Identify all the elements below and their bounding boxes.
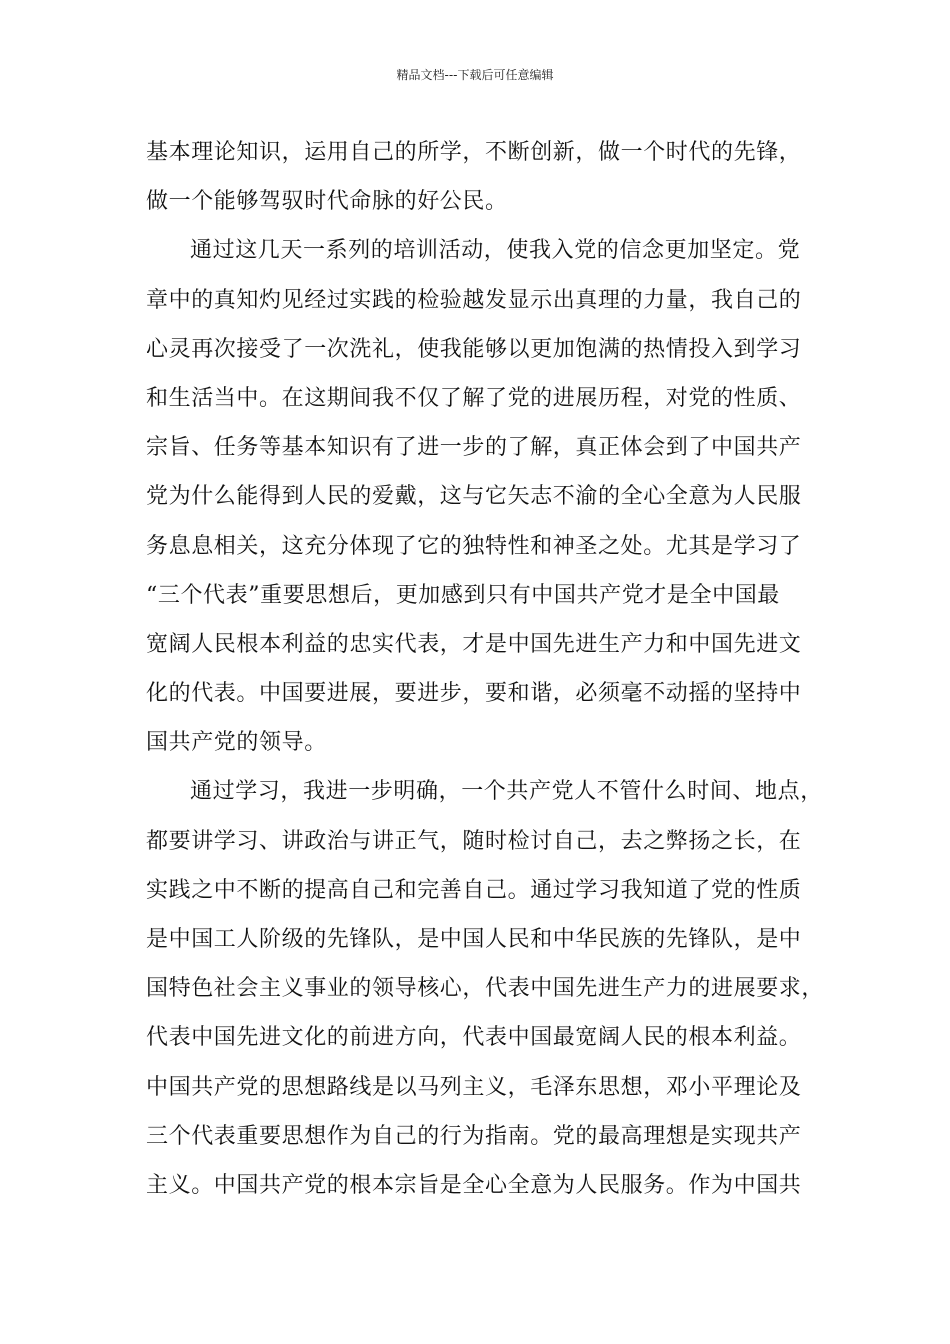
paragraph-line: 章中的真知灼见经过实践的检验越发显示出真理的力量，我自己的 xyxy=(146,287,802,313)
paragraph-line: 主义。中国共产党的根本宗旨是全心全意为人民服务。作为中国共 xyxy=(146,1172,802,1198)
paragraph-line: 务息息相关，这充分体现了它的独特性和神圣之处。尤其是学习了 xyxy=(146,533,802,559)
paragraph-line: 通过这几天一系列的培训活动，使我入党的信念更加坚定。党 xyxy=(190,238,801,264)
paragraph xyxy=(146,128,826,226)
paragraph-line: 实践之中不断的提高自己和完善自己。通过学习我知道了党的性质 xyxy=(146,877,802,903)
paragraph-line: 通过学习，我进一步明确，一个共产党人不管什么时间、地点， xyxy=(190,779,823,805)
paragraph xyxy=(146,767,826,1210)
paragraph-line: “三个代表”重要思想后，更加感到只有中国共产党才是全中国最 xyxy=(146,582,780,608)
body-text xyxy=(146,128,826,1210)
paragraph-line: 基本理论知识，运用自己的所学，不断创新，做一个时代的先锋， xyxy=(146,140,802,165)
paragraph-line: 做一个能够驾驭时代命脉的好公民。 xyxy=(146,189,508,215)
paragraph-line: 党为什么能得到人民的爱戴，这与它矢志不渝的全心全意为人民服 xyxy=(146,484,802,510)
paragraph-line: 心灵再次接受了一次洗礼，使我能够以更加饱满的热情投入到学习 xyxy=(146,336,802,362)
paragraph-line: 是中国工人阶级的先锋队，是中国人民和中华民族的先锋队，是中 xyxy=(146,927,802,952)
paragraph-line: 中国共产党的思想路线是以马列主义，毛泽东思想，邓小平理论及 xyxy=(146,1074,802,1100)
paragraph-line: 宗旨、任务等基本知识有了进一步的了解，真正体会到了中国共产 xyxy=(146,435,802,461)
paragraph-line: 宽阔人民根本利益的忠实代表，才是中国先进生产力和中国先进文 xyxy=(146,631,802,657)
paragraph-line: 三个代表重要思想作为自己的行为指南。党的最高理想是实现共产 xyxy=(146,1123,802,1149)
paragraph-line: 化的代表。中国要进展，要进步，要和谐，必须毫不动摇的坚持中 xyxy=(146,681,802,707)
paragraph xyxy=(146,226,826,767)
paragraph-line: 代表中国先进文化的前进方向，代表中国最宽阔人民的根本利益。 xyxy=(146,1025,802,1051)
paragraph-line: 国特色社会主义事业的领导核心，代表中国先进生产力的进展要求， xyxy=(146,976,825,1002)
paragraph-line: 都要讲学习、讲政治与讲正气，随时检讨自己，去之弊扬之长，在 xyxy=(146,828,802,854)
page-header: 精品文档---下载后可任意编辑 xyxy=(396,68,554,82)
paragraph-line: 国共产党的领导。 xyxy=(146,730,327,756)
paragraph-line: 和生活当中。在这期间我不仅了解了党的进展历程，对党的性质、 xyxy=(146,385,802,411)
